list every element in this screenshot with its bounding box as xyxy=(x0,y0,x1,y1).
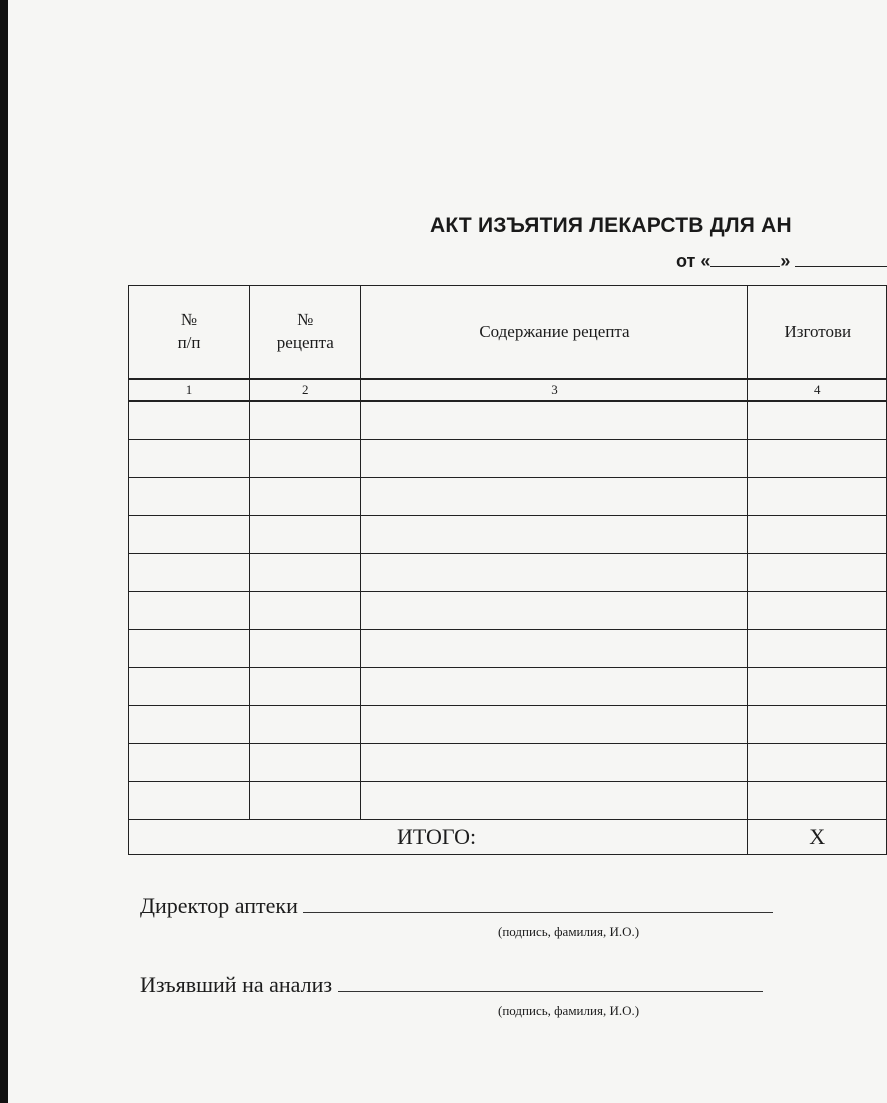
table-cell[interactable] xyxy=(129,706,250,744)
header-prescription-content: Содержание рецепта xyxy=(361,286,748,380)
table-cell[interactable] xyxy=(129,440,250,478)
table-cell[interactable] xyxy=(361,401,748,440)
table-cell[interactable] xyxy=(129,592,250,630)
table-row xyxy=(129,744,887,782)
table-cell[interactable] xyxy=(361,440,748,478)
table-cell[interactable] xyxy=(129,630,250,668)
table-row xyxy=(129,401,887,440)
scan-left-edge xyxy=(0,0,8,1103)
column-number: 4 xyxy=(748,379,887,401)
table-cell[interactable] xyxy=(361,554,748,592)
table-cell[interactable] xyxy=(361,516,748,554)
table-cell[interactable] xyxy=(748,401,887,440)
table-cell[interactable] xyxy=(361,592,748,630)
analyst-label: Изъявший на анализ xyxy=(140,972,333,997)
total-mark: X xyxy=(748,820,887,855)
table-cell[interactable] xyxy=(250,668,361,706)
director-label: Директор аптеки xyxy=(140,893,298,918)
date-line xyxy=(676,250,887,272)
date-mid: » xyxy=(780,251,791,271)
table-cell[interactable] xyxy=(129,668,250,706)
table-cell[interactable] xyxy=(129,554,250,592)
column-number: 3 xyxy=(361,379,748,401)
month-blank xyxy=(795,250,887,267)
table-cell[interactable] xyxy=(129,744,250,782)
table-cell[interactable] xyxy=(129,478,250,516)
analyst-signature-line[interactable] xyxy=(338,973,763,992)
table-cell[interactable] xyxy=(250,744,361,782)
table-row xyxy=(129,478,887,516)
table-header-row xyxy=(129,286,887,380)
table-cell[interactable] xyxy=(748,440,887,478)
table-cell[interactable] xyxy=(748,782,887,820)
table-cell[interactable] xyxy=(250,630,361,668)
table-cell[interactable] xyxy=(748,630,887,668)
document-title: АКТ ИЗЪЯТИЯ ЛЕКАРСТВ ДЛЯ АН xyxy=(430,214,792,237)
table-cell[interactable] xyxy=(748,668,887,706)
column-number: 2 xyxy=(250,379,361,401)
date-prefix: от « xyxy=(676,251,711,271)
table-row xyxy=(129,554,887,592)
analyst-signature xyxy=(140,972,763,998)
table-row xyxy=(129,668,887,706)
table-cell[interactable] xyxy=(129,516,250,554)
table-row xyxy=(129,516,887,554)
day-blank xyxy=(710,250,780,267)
table-cell[interactable] xyxy=(748,592,887,630)
director-signature-hint: (подпись, фамилия, И.О.) xyxy=(498,924,640,939)
header-manufactured: Изготови xyxy=(748,286,887,380)
analyst-signature-hint: (подпись, фамилия, И.О.) xyxy=(498,1003,640,1018)
header-item-number: № п/п xyxy=(129,286,250,380)
total-label: ИТОГО: xyxy=(129,820,748,855)
table-cell[interactable] xyxy=(250,782,361,820)
table-cell[interactable] xyxy=(748,554,887,592)
table-cell[interactable] xyxy=(748,706,887,744)
seizure-table xyxy=(128,285,887,855)
table-cell[interactable] xyxy=(250,706,361,744)
table-cell[interactable] xyxy=(361,706,748,744)
table-cell[interactable] xyxy=(361,782,748,820)
table-cell[interactable] xyxy=(250,516,361,554)
total-row xyxy=(129,820,887,855)
table-cell[interactable] xyxy=(250,401,361,440)
table-cell[interactable] xyxy=(361,744,748,782)
table-cell[interactable] xyxy=(129,401,250,440)
table-cell[interactable] xyxy=(748,478,887,516)
table-cell[interactable] xyxy=(250,478,361,516)
table-row xyxy=(129,706,887,744)
table-cell[interactable] xyxy=(361,478,748,516)
table-cell[interactable] xyxy=(361,630,748,668)
director-signature-line[interactable] xyxy=(303,894,773,913)
column-number: 1 xyxy=(129,379,250,401)
table-row xyxy=(129,440,887,478)
table-cell[interactable] xyxy=(250,440,361,478)
table-row xyxy=(129,782,887,820)
table-row xyxy=(129,630,887,668)
table-cell[interactable] xyxy=(250,592,361,630)
table-cell[interactable] xyxy=(250,554,361,592)
table-cell[interactable] xyxy=(748,744,887,782)
table-cell[interactable] xyxy=(129,782,250,820)
header-prescription-number: № рецепта xyxy=(250,286,361,380)
column-numbers-row xyxy=(129,379,887,401)
table-cell[interactable] xyxy=(361,668,748,706)
director-signature xyxy=(140,893,773,919)
table-cell[interactable] xyxy=(748,516,887,554)
table-row xyxy=(129,592,887,630)
